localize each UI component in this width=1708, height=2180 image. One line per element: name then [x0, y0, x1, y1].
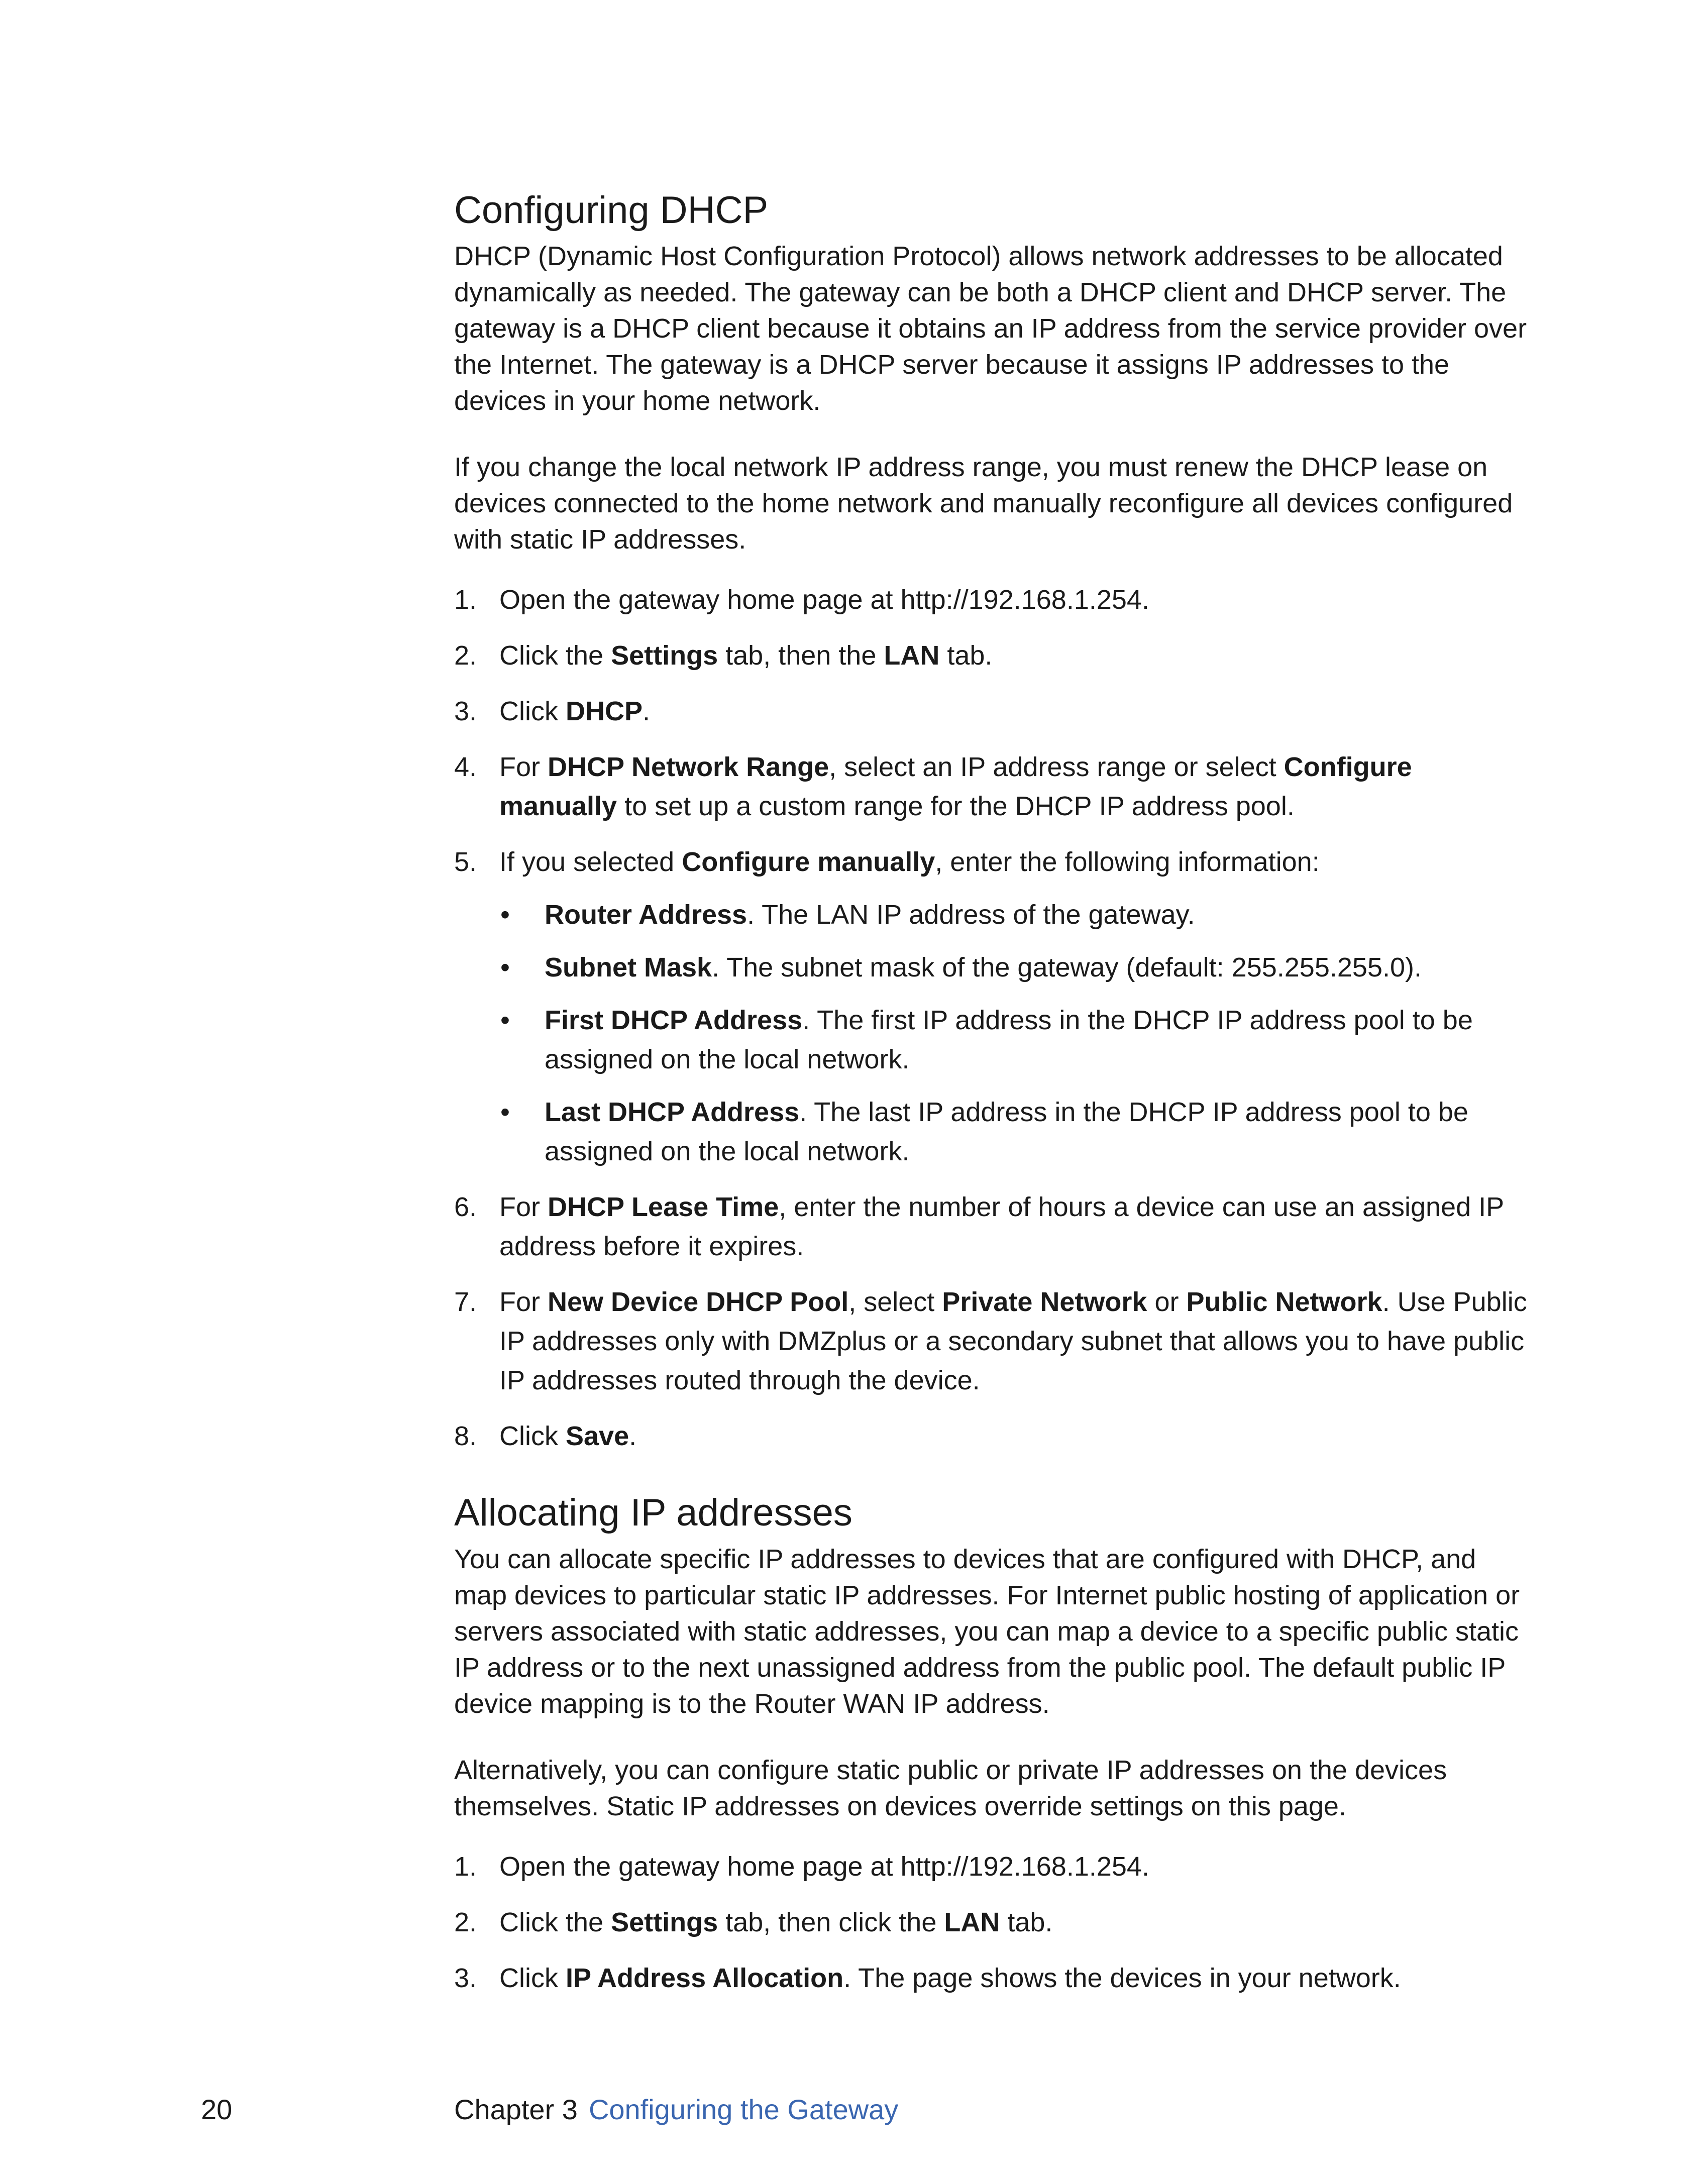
bullet-item: • Last DHCP Address. The last IP address in the DHCP IP address pool to be assigned on the local network.: [499, 1093, 1529, 1171]
list-item: 7. For New Device DHCP Pool, select Private Network or Public Network. Use Public IP addresses only with DMZplus or a secondary subnet that allows you to have public IP addresses routed through the device.: [454, 1282, 1529, 1400]
paragraph-allocation-note: Alternatively, you can configure static public or private IP addresses on the devices themselves. Static IP addresses on devices override settings on this page.: [454, 1755, 1447, 1821]
chapter-reference: [454, 2092, 898, 2127]
list-item: 1. Open the gateway home page at http://192.168.1.254.: [454, 1847, 1529, 1886]
list-item: 6. For DHCP Lease Time, enter the number of hours a device can use an assigned IP address before it expires.: [454, 1187, 1529, 1266]
bullet-item: • Subnet Mask. The subnet mask of the gateway (default: 255.255.255.0).: [499, 948, 1529, 987]
step-number: 1.: [454, 585, 477, 615]
list-item: 5. If you selected Configure manually, enter the following information: • Router Address. The LAN IP address of the gateway. • Subnet Mask. The subnet mask of the gateway (default: 255.255.255.0). • First DHCP Address. The first IP address in the DHCP IP address pool to be assigned on the local network. • Last DHCP Address. The last IP address in the DHCP IP address pool to be assigned on the local network.: [454, 842, 1529, 1171]
bullet-icon: •: [500, 1005, 510, 1036]
section-allocating-ip: [454, 1491, 1529, 1997]
list-item: 3. Click IP Address Allocation. The page shows the devices in your network.: [454, 1958, 1529, 1998]
section-heading-allocating-ip: Allocating IP addresses: [454, 1491, 852, 1535]
step-number: 2.: [454, 1907, 477, 1937]
step-number: 3.: [454, 1963, 477, 1993]
list-item: 4. For DHCP Network Range, select an IP address range or select Configure manually to set up a custom range for the DHCP IP address pool.: [454, 747, 1529, 826]
step-number: 4.: [454, 752, 477, 783]
list-item: 2. Click the Settings tab, then the LAN tab.: [454, 636, 1529, 675]
chapter-label: Chapter 3: [454, 2094, 578, 2125]
bullet-icon: •: [500, 900, 510, 930]
manual-config-bullets: [499, 895, 1529, 1171]
dhcp-steps-list: [454, 580, 1529, 1456]
list-item: 8. Click Save.: [454, 1416, 1529, 1456]
paragraph-dhcp-note: If you change the local network IP address range, you must renew the DHCP lease on devices connected to the home network and manually reconfigure all devices configured with static IP addresses.: [454, 452, 1513, 555]
page-content: [454, 188, 1529, 2014]
step-number: 6.: [454, 1192, 477, 1223]
allocation-steps-list: [454, 1847, 1529, 1998]
list-item: 3. Click DHCP.: [454, 692, 1529, 731]
step-number: 2.: [454, 640, 477, 671]
page-number: 20: [201, 2094, 233, 2125]
list-item: 2. Click the Settings tab, then click the LAN tab.: [454, 1903, 1529, 1942]
step-number: 5.: [454, 847, 477, 878]
paragraph-dhcp-intro: DHCP (Dynamic Host Configuration Protocol) allows network addresses to be allocated dynamically as needed. The gateway can be both a DHCP client and DHCP server. The gateway is a DHCP client because it obtains an IP address from the service provider over the Internet. The gateway is a DHCP server because it assigns IP addresses to the devices in your home network.: [454, 241, 1527, 416]
paragraph-allocation-intro: You can allocate specific IP addresses to devices that are configured with DHCP, and map devices to particular static IP addresses. For Internet public hosting of application or servers associated with static addresses, you can map a device to a specific public static IP address or to the next unassigned address from the public pool. The default public IP device mapping is to the Router WAN IP address.: [454, 1544, 1520, 1719]
bullet-icon: •: [500, 952, 510, 983]
step-number: 1.: [454, 1851, 477, 1882]
step-number: 8.: [454, 1421, 477, 1452]
step-number: 3.: [454, 696, 477, 727]
bullet-item: • First DHCP Address. The first IP address in the DHCP IP address pool to be assigned on the local network.: [499, 1001, 1529, 1079]
step-number: 7.: [454, 1287, 477, 1318]
chapter-title-link[interactable]: Configuring the Gateway: [588, 2094, 899, 2125]
bullet-item: • Router Address. The LAN IP address of the gateway.: [499, 895, 1529, 934]
list-item: 1. Open the gateway home page at http://192.168.1.254.: [454, 580, 1529, 619]
bullet-icon: •: [500, 1097, 510, 1128]
section-heading-configuring-dhcp: Configuring DHCP: [454, 189, 769, 232]
